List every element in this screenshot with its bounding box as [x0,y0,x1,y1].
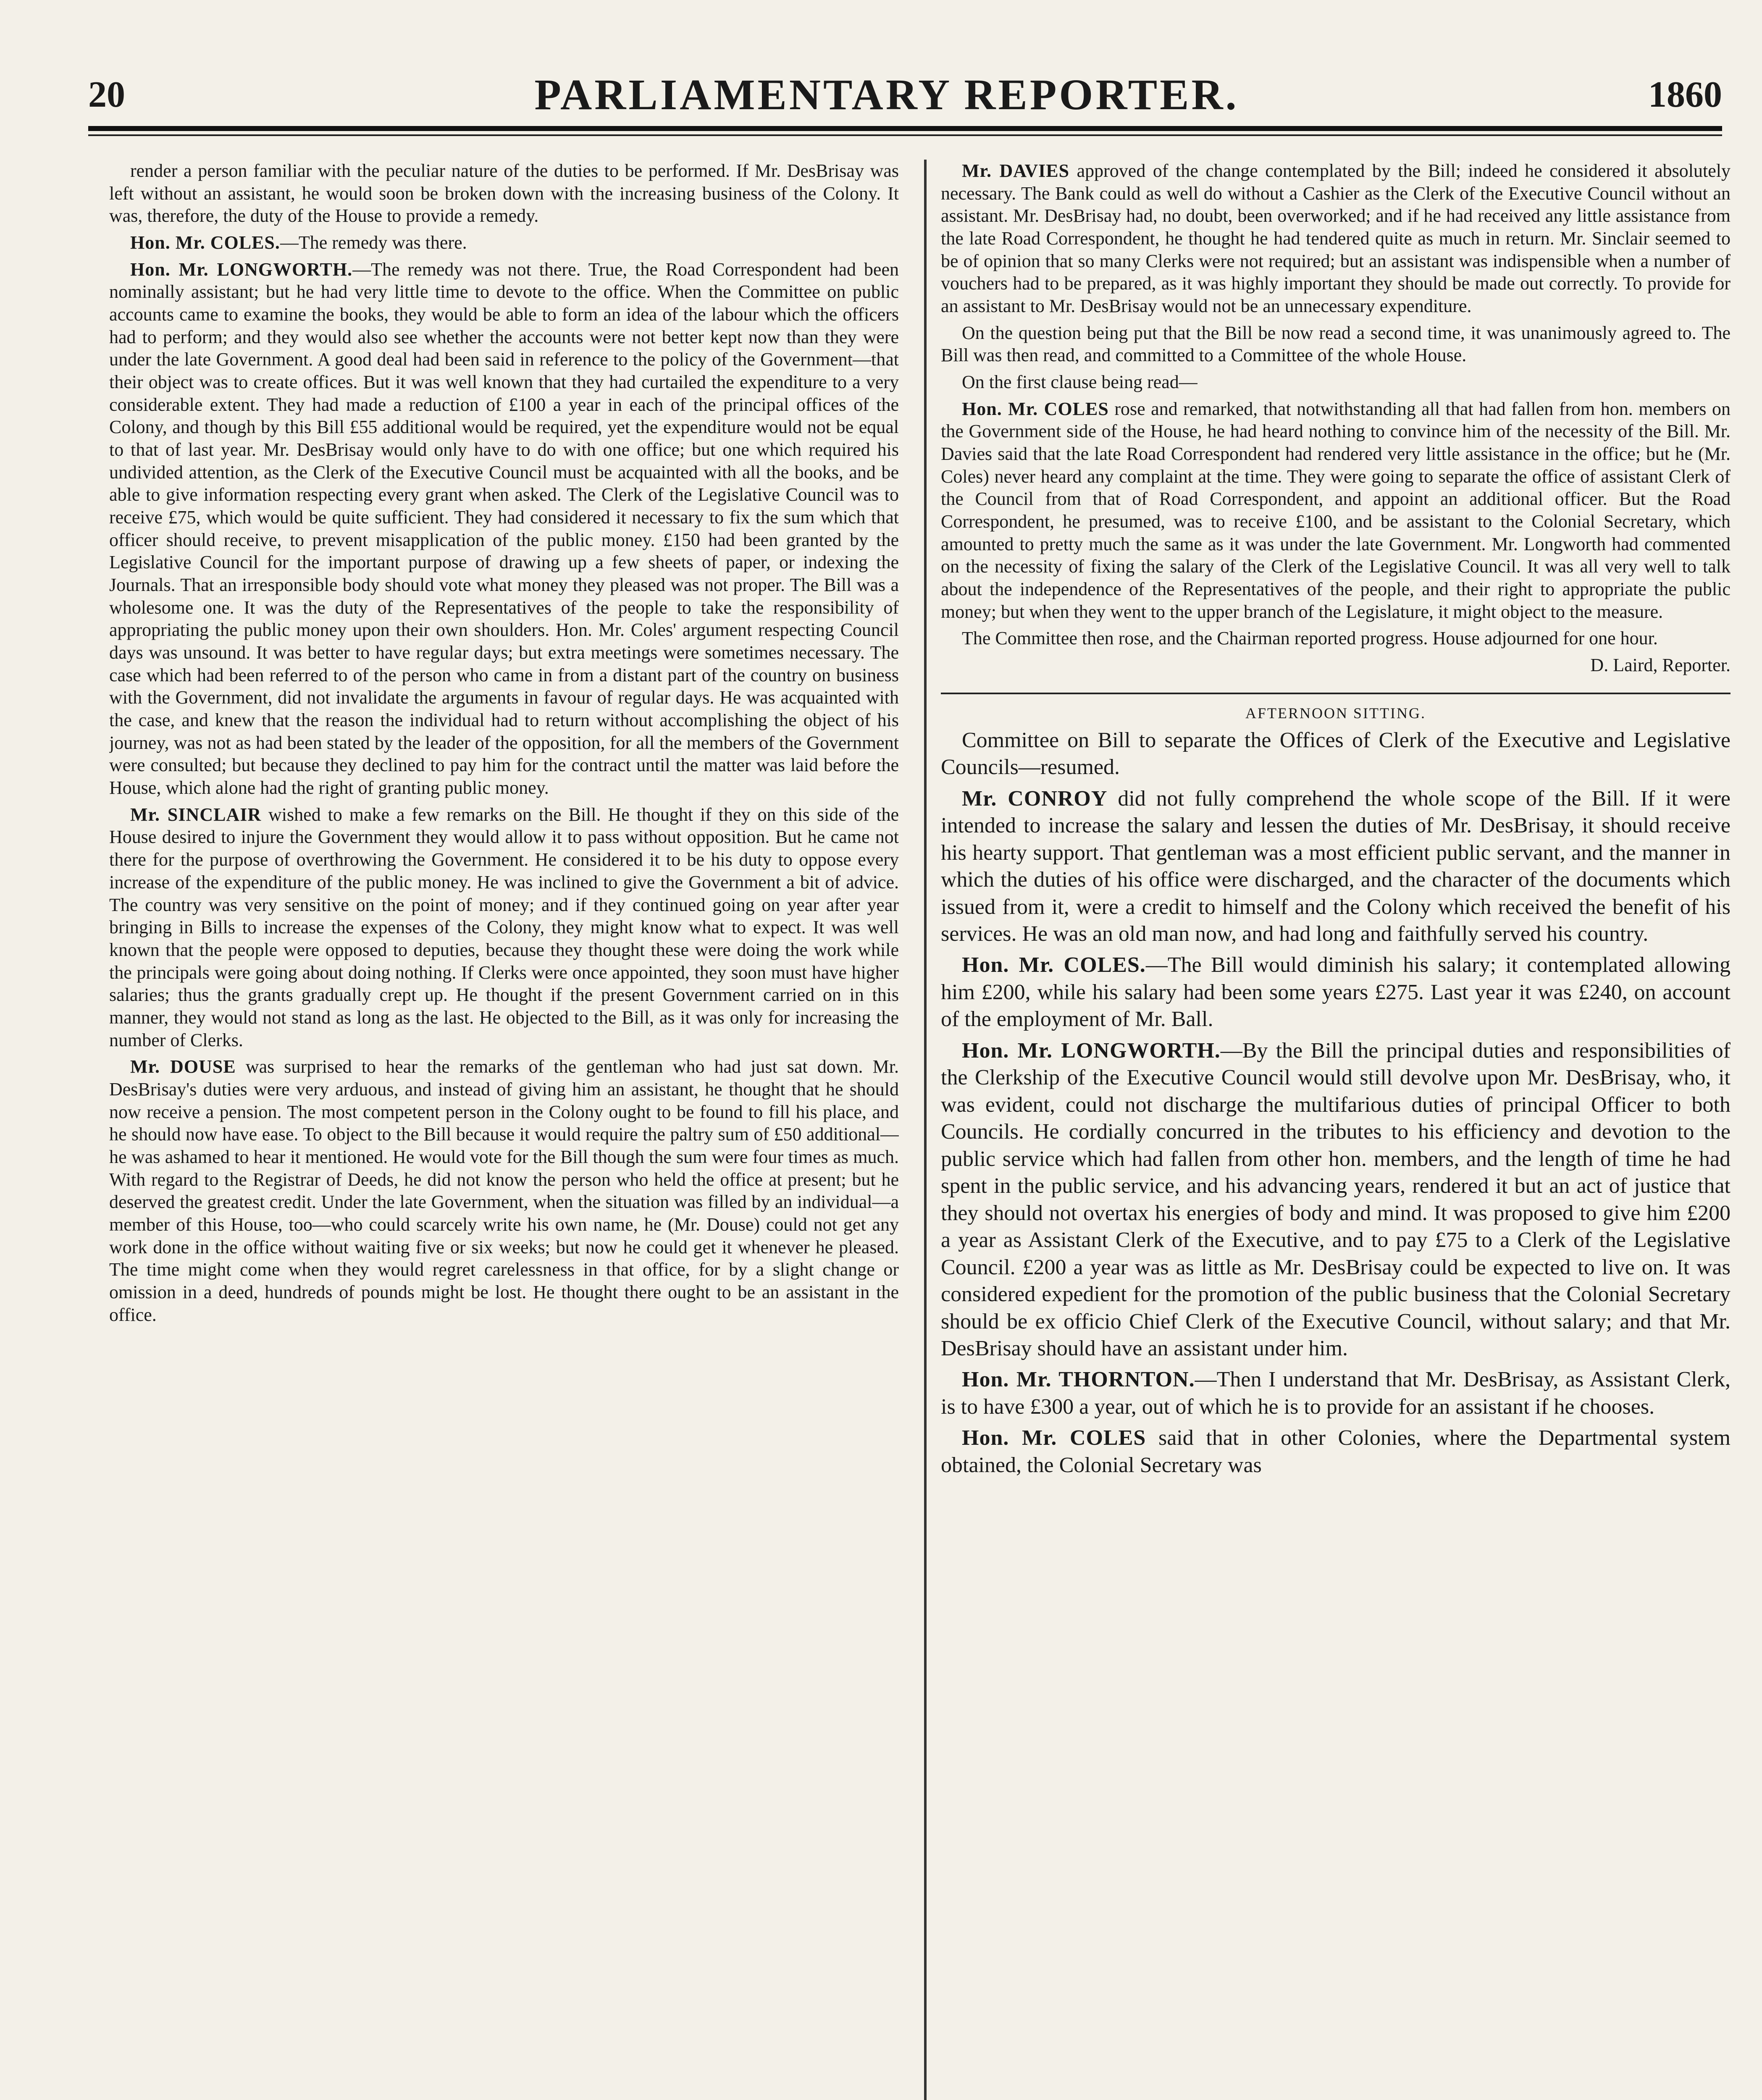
paragraph-text: was surprised to hear the remarks of the gentleman who had just sat down. Mr. DesBrisay's duties were very arduous, and instead of giving him an assistant, he thought that he should now receive a pension. The most competent person in the Colony ought to be found to fill his place, and he should now have ease. To object to the Bill because it would require the paltry sum of £50 additional—he was ashamed to hear it mentioned. He would vote for the Bill though the sum were four times as much. With regard to the Registrar of Deeds, he did not know the person who held the office at present; but he deserved the greatest credit. Under the late Government, when the situation was filled by an individual—a member of this House, too—who could scarcely write his own name, he (Mr. Douse) could not get any work done in the office without waiting five or six weeks; but now he could get it whenever he pleased. The time might come when they would regret carelessness in that office, for by a slight change or omission in a deed, hundreds of pounds might be lost. He thought there ought to be an assistant in the office. [109,1056,899,1325]
paragraph-text: Committee on Bill to separate the Offices of Clerk of the Executive and Legislative Councils—resumed. [941,728,1730,780]
paragraph-text: On the first clause being read— [962,372,1197,393]
speaker-name: Mr. DOUSE [130,1056,236,1077]
paragraph-text: —The remedy was not there. True, the Road Correspondent had been nominally assistant; but he had very little time to devote to the office. When the Committee on public accounts came to examine the books, they would be able to form an idea of the labour which the officers had to perform; and they would also see whether the accounts were not better kept now than they were under the late Government. A good deal had been said in reference to the policy of the Government—that their object was to create offices. But it was well known that they had curtailed the expenditure to a very considerable extent. They had made a reduction of £100 a year in each of the principal offices of the Colony, and though by this Bill £55 additional would be required, yet the expenditure would not be equal to that of last year. Mr. DesBrisay would only have to do with one office; but one which required his undivided attention, as the Clerk of the Executive Council must be acquainted with all the books, and be able to give information respecting every grant when asked. The Clerk of the Legislative Council was to receive £75, which would be quite sufficient. They had considered it necessary to fix the sum which that officer should receive, to prevent misapplication of the public money. £150 had been granted by the Legislative Council for the important purpose of drawing up a few sheets of paper, or indexing the Journals. That an irresponsible body should vote what money they pleased was not proper. The Bill was a wholesome one. It was the duty of the Representatives of the people to take the responsibility of appropriating the public money upon their own shoulders. Hon. Mr. Coles' argument respecting Council days was unsound. It was better to have regular days; but extra meetings were sometimes necessary. The case which had been referred to of the person who came in from a distant part of the country on business with the Government, did not invalidate the arguments in favour of regular days. He was acquainted with the case, and knew that the reason the individual had to return without accomplishing the object of his journey, was not as had been stated by the leader of the opposition, for all the members of the Government were consulted; but because they declined to pay him for the contract until the matter was laid before the House, which alone had the right of granting public money. [109,259,899,798]
header-rule [88,126,1722,131]
paragraph-text: —The Bill would diminish his salary; it contemplated allowing him £200, while his salary had been some years £275. Last year it was £240, on account of the employment of Mr. Ball. [941,953,1730,1032]
speaker-name: Mr. SINCLAIR [130,804,262,825]
paragraph-text: wished to make a few remarks on the Bill. He thought if they on this side of the House desired to injure the Government they would allow it to pass without opposition. But he came not there for the purpose of overthrowing the Government. He considered it to be his duty to oppose every increase of the expenditure of the public money. He was inclined to give the Government a bit of advice. The country was very sensitive on the point of money; and if they continued going on year after year bringing in Bills to increase the expenses of the Colony, they might know what to expect. It was well known that the people were opposed to deputies, because they thought these were doing the work while the principals were going about doing nothing. If Clerks were once appointed, they soon must have higher salaries; thus the grants gradually crept up. He thought if the present Government carried on in this manner, they would not stand as long as the last. He objected to the Bill, as it was only for increasing the number of Clerks. [109,804,899,1050]
speech-paragraph [109,1055,899,1326]
speech-paragraph [109,803,899,1051]
paragraph-text: render a person familiar with the peculiar nature of the duties to be performed. If Mr. DesBrisay was left without an assistant, he would soon be broken down with the increasing business of the Colony. It was, therefore, the duty of the House to provide a remedy. [109,160,899,226]
header-rule-thin [88,134,1722,136]
speaker-name: Hon. Mr. COLES [962,1426,1146,1450]
page-header [88,63,1722,126]
text-paragraph [941,727,1730,781]
speaker-name: Hon. Mr. COLES [962,398,1109,419]
speech-paragraph [941,160,1730,318]
speech-paragraph [941,1366,1730,1420]
publication-title: PARLIAMENTARY REPORTER. [534,70,1239,119]
left-column [109,160,899,2100]
paragraph-text: said that in other Colonies, where the Departmental system obtained, the Colonial Secretary was [941,1426,1730,1477]
speaker-name: Hon. Mr. COLES. [962,953,1146,977]
paragraph-text: The Committee then rose, and the Chairman reported progress. House adjourned for one hour. [962,628,1658,649]
paragraph-text: rose and remarked, that notwithstanding all that had fallen from hon. members on the Government side of the House, he had heard nothing to convince him of the necessity of the Bill. Mr. Davies said that the late Road Correspondent had rendered very little assistance in the office; but he (Mr. Coles) never heard any complaint at the time. They were going to separate the office of assistant Clerk of the Council from that of Road Correspondent, and appoint an additional officer. But the Road Correspondent, he presumed, was to receive £100, and be assistant to the Colonial Secretary, which amounted to pretty much the same as it was under the late Government. Mr. Longworth had commented on the necessity of fixing the salary of the Clerk of the Legislative Council. It was all very well to talk about the independence of the Representatives of the people, and their right to appropriate the public money; but when they went to the upper branch of the Legislature, it might object to the measure. [941,398,1730,622]
page-number: 20 [88,74,125,115]
paragraph-text: —The remedy was there. [280,232,467,253]
text-paragraph [109,160,899,227]
speech-paragraph [941,785,1730,948]
afternoon-sitting-heading: AFTERNOON SITTING. [1245,704,1426,722]
paragraph-text: —Then I understand that Mr. DesBrisay, as Assistant Clerk, is to have £300 a year, out of which he is to provide for an assistant if he chooses. [941,1368,1730,1419]
column-divider [924,160,927,2100]
speaker-name: Hon. Mr. LONGWORTH. [130,259,353,280]
speaker-name: Hon. Mr. COLES. [130,232,280,253]
text-paragraph [941,322,1730,367]
speaker-name: Mr. DAVIES [962,160,1070,181]
section-rule [941,693,1730,694]
speaker-name: Hon. Mr. LONGWORTH. [962,1038,1221,1063]
speaker-name: Hon. Mr. THORNTON. [962,1368,1195,1392]
speech-paragraph [109,258,899,799]
speech-paragraph [941,398,1730,623]
speech-paragraph [109,231,899,254]
paragraph-text: approved of the change contemplated by the Bill; indeed he considered it absolutely necessary. The Bank could as well do without a Cashier as the Clerk of the Executive Council without an assistant. Mr. DesBrisay had, no doubt, been overworked; and if he had received any little assistance from the late Road Correspondent, he thought he had tendered quite as much in return. Mr. Sinclair seemed to be of opinion that so many Clerks were not required; but an assistant was indispensible when a number of vouchers had to be prepared, as it was highly important they should be made out correctly. To provide for an assistant to Mr. DesBrisay would not be an unnecessary expenditure. [941,160,1730,317]
paragraph-text: did not fully comprehend the whole scope of the Bill. If it were intended to increase the salary and lessen the duties of Mr. DesBrisay, it should receive his hearty support. That gentleman was a most efficient public servant, and the manner in which the duties of his office were discharged, and the character of the documents which issued from it, were a credit to himself and the Colony which received the benefit of his services. He was an old man now, and had long and faithfully served his country. [941,786,1730,946]
speech-paragraph [941,1425,1730,1479]
speech-paragraph [941,952,1730,1033]
speaker-name: Mr. CONROY [962,786,1108,811]
publication-year: 1860 [1648,74,1722,115]
right-column-afternoon [941,727,1730,1479]
right-column-morning [941,160,1730,650]
paragraph-text: On the question being put that the Bill be now read a second time, it was unanimously agreed to. The Bill was then read, and committed to a Committee of the whole House. [941,322,1730,366]
reporter-signature: D. Laird, Reporter. [1590,655,1730,676]
right-column [941,160,1730,2100]
speech-paragraph [941,1037,1730,1362]
paragraph-text: —By the Bill the principal duties and responsibilities of the Clerkship of the Executive Council would still devolve upon Mr. DesBrisay, who, it was evident, could not discharge the multifarious duties of principal Officer to both Councils. He cordially concurred in the tributes to his efficiency and devotion to the public service which had fallen from other hon. members, and the length of time he had spent in the public service, and his advancing years, rendered it but an act of justice that they should not overtax his energies of body and mind. It was proposed to give him £200 a year as Assistant Clerk of the Executive, and to pay £75 to a Clerk of the Legislative Council. £200 a year was as little as Mr. DesBrisay could be expected to live on. It was considered expedient for the promotion of the public business that the Colonial Secretary should be ex officio Chief Clerk of the Executive Council, without salary; and that Mr. DesBrisay should have an assistant under him. [941,1038,1730,1360]
text-paragraph [941,371,1730,394]
text-paragraph [941,627,1730,650]
